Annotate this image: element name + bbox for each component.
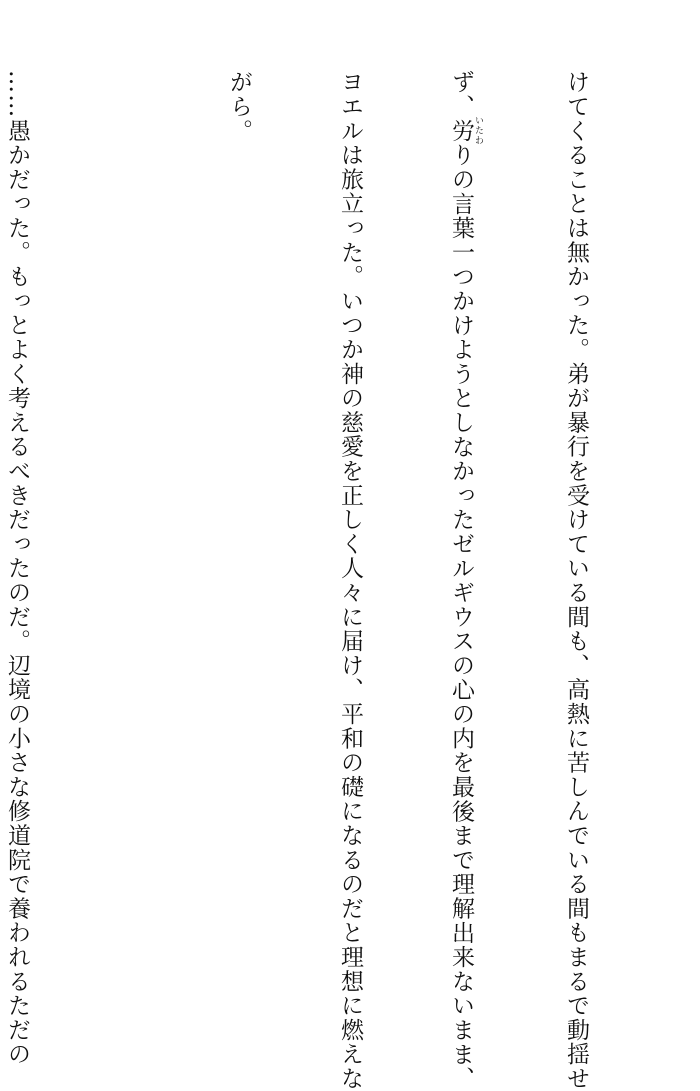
text-line-4: がら。	[226, 70, 252, 143]
text-line-1: けてくることは無かった。弟が暴行を受けている間も、高熱に苦しんでいる間もまるで動揺せ	[563, 70, 589, 1091]
text-line-2: ず、労 いたわりの言葉一つかけようとしなかったゼルギウスの心の内を最後まで理解出来ないまま、	[448, 70, 483, 1091]
text-line-3: ヨエルは旅立った。いつか神の慈愛を正しく人々に届け、平和の礎になるのだと理想に燃えな	[337, 70, 363, 1091]
vertical-text-body	[0, 70, 668, 1091]
ruby-itawari: 労 いたわ	[448, 115, 483, 146]
text-line-5: ……愚かだった。もっとよく考えるべきだったのだ。辺境の小さな修道院で養われるただの	[4, 70, 30, 1067]
paragraph-gap	[109, 70, 146, 950]
